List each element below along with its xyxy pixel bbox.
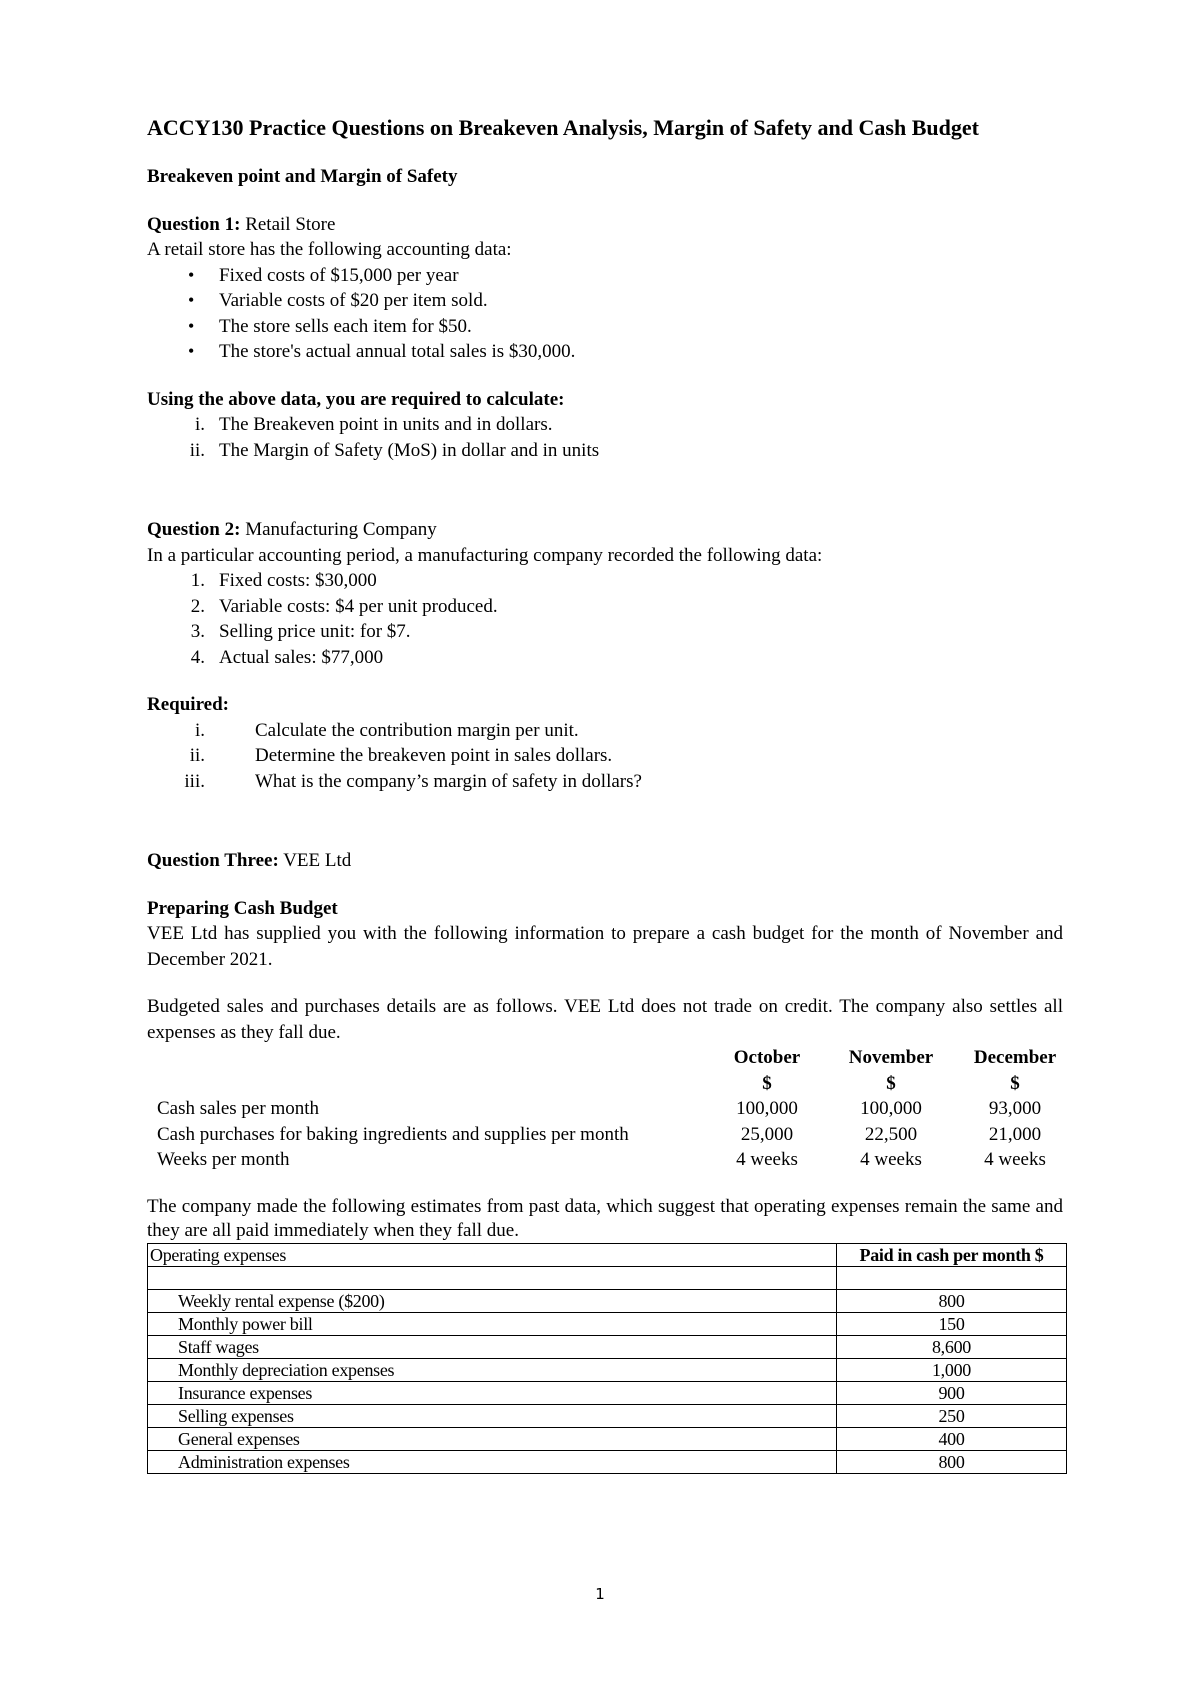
- cell-value: 250: [837, 1404, 1067, 1427]
- cell-value: 21,000: [988, 1123, 1042, 1145]
- cell-value: 25,000: [740, 1123, 794, 1145]
- table-row: [148, 1335, 1067, 1358]
- cell-value: 800: [837, 1450, 1067, 1473]
- table-row: [157, 1096, 1077, 1122]
- cell-value: 4 weeks: [736, 1149, 798, 1170]
- q1-required-list: [147, 412, 1063, 463]
- currency-label: $: [762, 1072, 772, 1094]
- q2-required-heading: Required:: [147, 694, 229, 715]
- row-label: Selling expenses: [148, 1404, 837, 1427]
- list-item: • Variable costs of $20 per item sold.: [147, 288, 1063, 314]
- cell-value: 4 weeks: [984, 1149, 1046, 1170]
- list-item: • The store sells each item for $50.: [147, 314, 1063, 340]
- list-item: [147, 645, 1063, 671]
- q3-subheading: Preparing Cash Budget: [147, 897, 338, 919]
- row-label: Cash purchases for baking ingredients and supplies per month: [157, 1123, 629, 1145]
- list-marker: 2.: [190, 595, 205, 617]
- table-header-row: [157, 1045, 1077, 1071]
- column-header: December: [973, 1047, 1057, 1068]
- q1-data-list: [147, 263, 1063, 365]
- list-text: Selling price unit: for $7.: [219, 621, 411, 642]
- budget-table: [157, 1045, 1077, 1173]
- q1-intro: A retail store has the following accounting data:: [147, 239, 512, 260]
- list-marker: 3.: [190, 621, 205, 642]
- list-text: Determine the breakeven point in sales dollars.: [255, 745, 613, 766]
- column-header: Paid in cash per month $: [837, 1243, 1067, 1266]
- table-row: [148, 1404, 1067, 1427]
- list-text: Variable costs: $4 per unit produced.: [219, 595, 498, 617]
- cell-value: 22,500: [864, 1123, 918, 1145]
- q3-heading: [147, 848, 1063, 874]
- document-page: [147, 114, 1063, 1474]
- table-currency-row: [157, 1071, 1077, 1097]
- q2-intro: In a particular accounting period, a manufacturing company recorded the following data:: [147, 544, 823, 566]
- q1-heading: [147, 212, 1063, 238]
- list-text: Fixed costs: $30,000: [219, 570, 377, 591]
- cell-value: 800: [837, 1289, 1067, 1312]
- list-marker: iii.: [184, 770, 205, 792]
- q2-heading: [147, 517, 1063, 543]
- table-row: [148, 1450, 1067, 1473]
- cell-value: 93,000: [988, 1098, 1042, 1119]
- column-header: Operating expenses: [148, 1243, 837, 1266]
- column-header: October: [733, 1047, 801, 1068]
- list-item: [147, 769, 1063, 795]
- q3-label: Question Three:: [147, 850, 279, 871]
- list-item: [147, 594, 1063, 620]
- q3-paragraph-1: VEE Ltd has supplied you with the following information to prepare a cash budget for the month of November and December 2021.: [147, 923, 1063, 970]
- list-text: What is the company’s margin of safety in dollars?: [255, 770, 642, 792]
- row-label: Monthly depreciation expenses: [148, 1358, 837, 1381]
- row-label: Cash sales per month: [157, 1098, 320, 1119]
- list-marker: ii.: [189, 439, 205, 461]
- cell-value: 150: [837, 1312, 1067, 1335]
- list-item: [147, 412, 1063, 438]
- currency-label: $: [886, 1072, 896, 1094]
- list-text: The Margin of Safety (MoS) in dollar and in units: [219, 439, 600, 461]
- list-text: Actual sales: $77,000: [219, 646, 384, 668]
- row-label: General expenses: [148, 1427, 837, 1450]
- table-header-row: [148, 1243, 1067, 1266]
- cell-value: 100,000: [860, 1098, 922, 1119]
- row-label: Weekly rental expense ($200): [148, 1289, 837, 1312]
- page-number: 1: [595, 1585, 605, 1603]
- cell-value: 8,600: [837, 1335, 1067, 1358]
- row-label: Monthly power bill: [148, 1312, 837, 1335]
- row-label: Staff wages: [148, 1335, 837, 1358]
- cell-value: 100,000: [736, 1098, 798, 1119]
- cell-value: 4 weeks: [860, 1149, 922, 1170]
- cell-value: 400: [837, 1427, 1067, 1450]
- q3-paragraph-3: The company made the following estimates from past data, which suggest that operating expenses remain the same and they are all paid immediately when they fall due.: [147, 1195, 1063, 1241]
- currency-label: $: [1010, 1072, 1020, 1094]
- table-row: [148, 1381, 1067, 1404]
- list-marker: i.: [194, 414, 205, 435]
- row-label: Insurance expenses: [148, 1381, 837, 1404]
- table-row: [148, 1289, 1067, 1312]
- table-row: [157, 1122, 1077, 1148]
- q1-label: Question 1:: [147, 213, 241, 235]
- list-text: The Breakeven point in units and in dollars.: [219, 414, 553, 435]
- list-item: [147, 568, 1063, 594]
- table-row: [157, 1147, 1077, 1173]
- q2-data-list: [147, 568, 1063, 670]
- cell-value: 1,000: [837, 1358, 1067, 1381]
- cell-value: 900: [837, 1381, 1067, 1404]
- list-text: Calculate the contribution margin per unit.: [255, 719, 579, 741]
- list-item: • Fixed costs of $15,000 per year: [147, 263, 1063, 289]
- list-marker: 1.: [190, 570, 205, 591]
- q2-name: Manufacturing Company: [245, 519, 437, 540]
- operating-expenses-table: [147, 1243, 1067, 1474]
- list-item: [147, 718, 1063, 744]
- column-header: November: [848, 1047, 934, 1068]
- document-title: ACCY130 Practice Questions on Breakeven Analysis, Margin of Safety and Cash Budget: [147, 115, 979, 140]
- section-heading-breakeven: Breakeven point and Margin of Safety: [147, 166, 458, 187]
- table-row: [148, 1358, 1067, 1381]
- q1-required-heading: Using the above data, you are required to calculate:: [147, 388, 565, 410]
- row-label: Administration expenses: [148, 1450, 837, 1473]
- table-row-empty: [148, 1266, 1067, 1289]
- list-item: [147, 743, 1063, 769]
- list-marker: 4.: [190, 646, 205, 668]
- q2-required-list: [147, 718, 1063, 795]
- row-label: Weeks per month: [157, 1149, 290, 1170]
- q1-name: Retail Store: [245, 213, 336, 235]
- table-row: [148, 1427, 1067, 1450]
- list-item: [147, 619, 1063, 645]
- q3-paragraph-2: Budgeted sales and purchases details are as follows. VEE Ltd does not trade on credit. The company also settles all expenses as they fall due.: [147, 996, 1063, 1043]
- table-row: [148, 1312, 1067, 1335]
- list-marker: ii.: [189, 745, 205, 766]
- list-marker: i.: [194, 719, 205, 741]
- q3-name: VEE Ltd: [283, 850, 352, 871]
- q2-label: Question 2:: [147, 519, 241, 540]
- list-item: • The store's actual annual total sales is $30,000.: [147, 339, 1063, 365]
- list-item: [147, 438, 1063, 464]
